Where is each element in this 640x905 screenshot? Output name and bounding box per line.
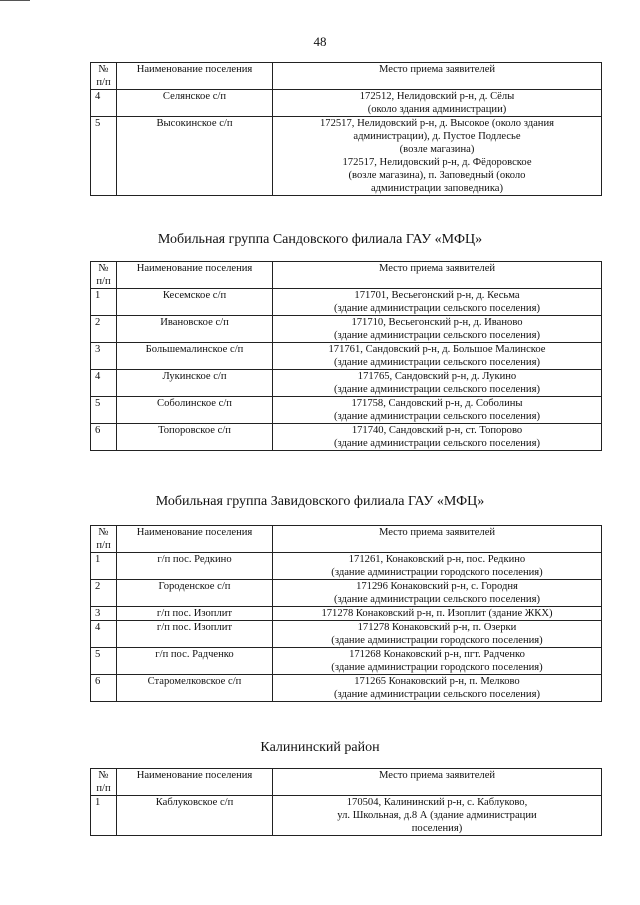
table-row: [91, 370, 602, 397]
settlement-name: Каблуковское с/п: [117, 796, 273, 836]
row-number: 2: [91, 316, 117, 343]
reception-place-line: (здание администрации сельского поселения): [334, 357, 540, 368]
table-header: [91, 63, 602, 90]
reception-place: [273, 621, 602, 648]
reception-place: [273, 316, 602, 343]
reception-place-line: 171268 Конаковский р-н, пгт. Радченко: [349, 649, 525, 660]
reception-place-line: 170504, Калининский р-н, с. Каблуково,: [346, 797, 528, 808]
header-place: Место приема заявителей: [273, 63, 602, 90]
reception-place: [273, 648, 602, 675]
row-number: 2: [91, 580, 117, 607]
row-number: 5: [91, 397, 117, 424]
reception-place-line: (возле магазина): [399, 144, 475, 155]
reception-place: [273, 424, 602, 451]
header-name: Наименование поселения: [117, 526, 273, 553]
reception-place: [273, 675, 602, 702]
reception-place-line: (здание администрации городского поселения): [331, 662, 543, 673]
table-3-body: [91, 553, 602, 702]
row-number: 4: [91, 370, 117, 397]
section-heading-sandovo: Мобильная группа Сандовского филиала ГАУ «МФЦ»: [157, 232, 483, 247]
reception-place: [273, 553, 602, 580]
table-row: [91, 553, 602, 580]
reception-place-line: поселения): [411, 823, 463, 834]
header-num: № п/п: [91, 526, 117, 553]
reception-place: [273, 289, 602, 316]
reception-place-line: (здание администрации сельского поселения): [334, 411, 540, 422]
table-row: [91, 397, 602, 424]
reception-place-line: (здание администрации сельского поселения): [334, 689, 540, 700]
section-heading-kalinin: Калининский район: [260, 740, 380, 755]
reception-place-line: ул. Школьная, д.8 А (здание администрации: [337, 810, 537, 821]
reception-place-line: 171278 Конаковский р-н, п. Озерки: [357, 622, 517, 633]
reception-place: [273, 117, 602, 196]
row-number: 4: [91, 621, 117, 648]
reception-place-line: (здание администрации сельского поселения): [334, 330, 540, 341]
reception-place-line: (здание администрации городского поселения): [331, 567, 543, 578]
table-row: [91, 580, 602, 607]
header-num: № п/п: [91, 63, 117, 90]
header-place: Место приема заявителей: [273, 262, 602, 289]
table-row: [91, 675, 602, 702]
settlement-name: Соболинское с/п: [117, 397, 273, 424]
table-row: [91, 424, 602, 451]
settlement-name: Ивановское с/п: [117, 316, 273, 343]
reception-place-line: (возле магазина), п. Заповедный (около: [348, 170, 526, 181]
header-num: № п/п: [91, 262, 117, 289]
row-number: 3: [91, 607, 117, 621]
table-2-body: [91, 289, 602, 451]
reception-place: [273, 343, 602, 370]
row-number: 6: [91, 675, 117, 702]
reception-place-line: 171758, Сандовский р-н, д. Соболины: [351, 398, 523, 409]
row-number: 1: [91, 796, 117, 836]
reception-place-line: (здание администрации сельского поселения): [334, 594, 540, 605]
row-number: 1: [91, 553, 117, 580]
settlement-name: Селянское с/п: [117, 90, 273, 117]
reception-place: [273, 796, 602, 836]
reception-place-line: 171278 Конаковский р-н, п. Изоплит (здание ЖКХ): [321, 608, 553, 619]
reception-place: [273, 397, 602, 424]
settlement-name: г/п пос. Редкино: [117, 553, 273, 580]
reception-place: [273, 370, 602, 397]
row-number: 6: [91, 424, 117, 451]
reception-place-line: администрации), д. Пустое Подлесье: [353, 131, 521, 142]
reception-place: [273, 580, 602, 607]
reception-place-line: 171740, Сандовский р-н, ст. Топорово: [351, 425, 523, 436]
table-header: [91, 262, 602, 289]
table-row: [91, 796, 602, 836]
table-row: [91, 90, 602, 117]
settlement-name: Высокинское с/п: [117, 117, 273, 196]
row-number: 5: [91, 648, 117, 675]
section-heading-zavidovo: Мобильная группа Завидовского филиала ГАУ «МФЦ»: [155, 494, 485, 509]
table-header: [91, 526, 602, 553]
header-place: Место приема заявителей: [273, 769, 602, 796]
table-1: [90, 62, 602, 196]
settlement-name: Лукинское с/п: [117, 370, 273, 397]
settlement-name: Городенское с/п: [117, 580, 273, 607]
reception-place-line: (здание администрации городского поселения): [331, 635, 543, 646]
table-3: [90, 525, 602, 702]
reception-place-line: 171765, Сандовский р-н, д. Лукино: [357, 371, 517, 382]
row-number: 5: [91, 117, 117, 196]
table-row: [91, 343, 602, 370]
table-row: [91, 289, 602, 316]
table-row: [91, 607, 602, 621]
header-name: Наименование поселения: [117, 769, 273, 796]
table-2: [90, 261, 602, 451]
corner-mark: [0, 0, 30, 1]
header-name: Наименование поселения: [117, 262, 273, 289]
reception-place-line: 171265 Конаковский р-н, п. Мелково: [354, 676, 520, 687]
settlement-name: Топоровское с/п: [117, 424, 273, 451]
header-place: Место приема заявителей: [273, 526, 602, 553]
table-4-body: [91, 796, 602, 836]
table-row: [91, 316, 602, 343]
reception-place-line: (здание администрации сельского поселения): [334, 438, 540, 449]
settlement-name: Большемалинское с/п: [117, 343, 273, 370]
reception-place: [273, 90, 602, 117]
settlement-name: г/п пос. Изоплит: [117, 607, 273, 621]
reception-place-line: 172517, Нелидовский р-н, д. Фёдоровское: [342, 157, 532, 168]
reception-place: [273, 607, 602, 621]
row-number: 3: [91, 343, 117, 370]
table-row: [91, 117, 602, 196]
header-name: Наименование поселения: [117, 63, 273, 90]
reception-place-line: 172512, Нелидовский р-н, д. Сёлы: [359, 91, 515, 102]
table-1-body: [91, 90, 602, 196]
reception-place-line: администрации заповедника): [370, 183, 504, 194]
settlement-name: г/п пос. Изоплит: [117, 621, 273, 648]
settlement-name: Старомелковское с/п: [117, 675, 273, 702]
reception-place-line: 171701, Весьегонский р-н, д. Кесьма: [354, 290, 520, 301]
table-row: [91, 648, 602, 675]
reception-place-line: 171761, Сандовский р-н, д. Большое Малинское: [328, 344, 546, 355]
header-num: № п/п: [91, 769, 117, 796]
settlement-name: г/п пос. Радченко: [117, 648, 273, 675]
settlement-name: Кесемское с/п: [117, 289, 273, 316]
table-header: [91, 769, 602, 796]
reception-place-line: 171296 Конаковский р-н, с. Городня: [356, 581, 518, 592]
row-number: 1: [91, 289, 117, 316]
reception-place-line: (здание администрации сельского поселения): [334, 384, 540, 395]
reception-place-line: 171710, Весьегонский р-н, д. Иваново: [351, 317, 523, 328]
table-row: [91, 621, 602, 648]
reception-place-line: (около здания администрации): [367, 104, 507, 115]
reception-place-line: 171261, Конаковский р-н, пос. Редкино: [348, 554, 526, 565]
reception-place-line: 172517, Нелидовский р-н, д. Высокое (около здания: [319, 118, 554, 129]
reception-place-line: (здание администрации сельского поселения): [334, 303, 540, 314]
row-number: 4: [91, 90, 117, 117]
page-number: 48: [313, 34, 327, 49]
table-4: [90, 768, 602, 836]
